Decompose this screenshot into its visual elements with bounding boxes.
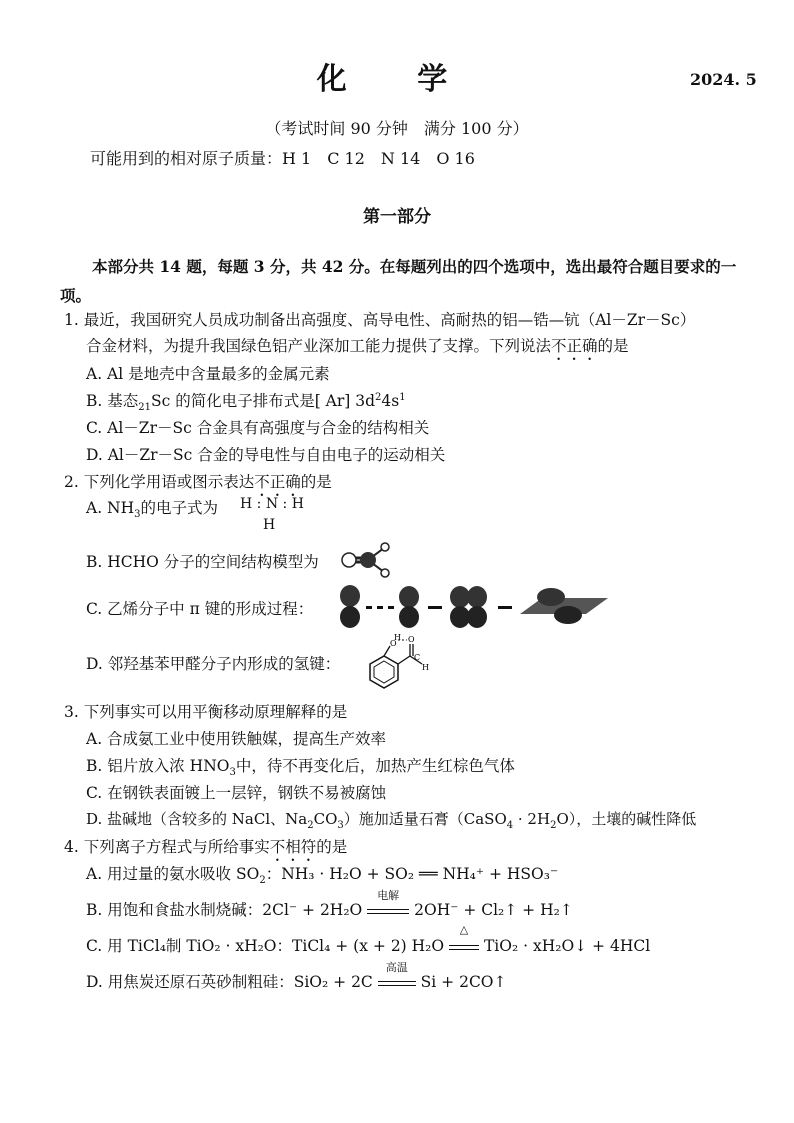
exam-date: 2024. 5: [690, 70, 757, 89]
q1-b-sup2: 1: [399, 391, 406, 403]
high-temp-condition: [378, 961, 416, 991]
atomic-masses: 可能用到的相对原子质量：H 1 C 12 N 14 O 16: [90, 149, 475, 168]
question-1-stem-line2: [86, 334, 629, 364]
q3-b-text2: 中，待不再变化后，加热产生红棕色气体: [235, 757, 515, 775]
nh3-electron-formula-h: H: [263, 517, 276, 533]
q4-c-text: C. 用 TiCl₄制 TiO₂ · xH₂O：TiCl₄ + (x + 2) H₂O: [86, 937, 445, 955]
question-1-stem-line1: 1. 最近，我国研究人员成功制备出高强度、高导电性、高耐热的铝—锆—钪（Al－Zr－Sc）: [64, 311, 696, 329]
q1-b-text: B. 基态: [86, 392, 139, 410]
q2-a-text: A. NH: [86, 499, 135, 517]
q1-option-b: [86, 389, 406, 413]
q4-option-b: [86, 889, 573, 920]
label-h1: H: [394, 633, 401, 642]
q1-stem-text: 合金材料，为提升我国绿色铝产业深加工能力提供了支撑。下列说法: [86, 337, 552, 355]
q4-d-products: Si + 2CO↑: [420, 973, 507, 991]
hcho-model-image: [340, 540, 396, 580]
label-h2: H: [422, 663, 429, 672]
q1-option-d: D. Al－Zr－Sc 合金的导电性与自由电子的运动相关: [86, 446, 446, 464]
heat-condition: [449, 923, 479, 955]
q2-stem-end: 的是: [300, 473, 332, 491]
q1-option-c: C. Al－Zr－Sc 合金具有高强度与合金的结构相关: [86, 419, 430, 437]
q2-stem-text: 2. 下列化学用语或图示表达: [64, 473, 255, 491]
question-3-stem: 3. 下列事实可以用平衡移动原理解释的是: [64, 703, 348, 721]
q3-option-b: [86, 754, 515, 778]
q3-d-sub3: 4: [506, 820, 514, 831]
label-c: C: [414, 653, 421, 662]
q2-stem-emphasis: 不正确: [254, 473, 301, 491]
q4-stem-end: 的是: [316, 838, 348, 856]
electrolysis-condition: [367, 889, 409, 919]
q4-option-c: [86, 923, 651, 956]
q1-b-4s: 4s: [381, 392, 400, 410]
q2-a-sub: 3: [134, 509, 141, 521]
o-hydroxybenzaldehyde-image: [364, 632, 434, 690]
q3-option-d: [86, 808, 696, 831]
q3-d-e: O），土壤的碱性降低: [556, 810, 697, 828]
q4-stem-text: 4. 下列离子方程式与所给事实: [64, 838, 270, 856]
q1-b-sub: 21: [138, 402, 151, 414]
q2-option-c: C. 乙烯分子中 π 键的形成过程：: [86, 600, 314, 618]
q4-c-products: TiO₂ · xH₂O↓ + 4HCl: [483, 937, 651, 955]
q3-b-text: B. 铝片放入浓 HNO: [86, 757, 230, 775]
part-title: 第一部分: [363, 207, 431, 227]
exam-info: （考试时间 90 分钟 满分 100 分）: [265, 119, 529, 138]
q3-d-sub1: 2: [307, 820, 314, 831]
label-o1: O: [390, 639, 397, 648]
q3-d-sub4: 2: [550, 820, 557, 831]
q3-option-c: C. 在钢铁表面镀上一层锌，钢铁不易被腐蚀: [86, 784, 387, 802]
q2-option-a: [86, 496, 218, 520]
q4-b-products: 2OH⁻ + Cl₂↑ + H₂↑: [414, 901, 573, 919]
exam-title: 化 学: [316, 62, 478, 97]
label-o2: O: [408, 635, 415, 644]
q1-b-config: Sc 的简化电子排布式是[ Ar] 3d: [150, 392, 376, 410]
q3-d-c: ）施加适量石膏（CaSO: [343, 810, 507, 828]
q2-option-d: D. 邻羟基苯甲醛分子内形成的氢键：: [86, 655, 341, 673]
q4-c-cond: △: [459, 923, 469, 936]
q4-d-text: D. 用焦炭还原石英砂制粗硅：SiO₂ + 2C: [86, 973, 373, 991]
q4-d-cond: 高温: [385, 961, 408, 974]
q1-option-a: A. Al 是地壳中含量最多的金属元素: [86, 365, 330, 383]
q3-d-sub2: 3: [337, 820, 344, 831]
q4-b-text: B. 用饱和食盐水制烧碱：2Cl⁻ + 2H₂O: [86, 901, 363, 919]
q2-option-b: B. HCHO 分子的空间结构模型为: [86, 553, 319, 571]
q4-b-cond: 电解: [377, 889, 400, 902]
q4-a-sub: 2: [259, 875, 266, 887]
q3-d-a: D. 盐碱地（含较多的 NaCl、Na: [86, 810, 308, 828]
q4-stem-emphasis: 不相符: [269, 838, 317, 856]
q3-d-d: · 2H: [513, 810, 551, 828]
q1-b-sup1: 2: [375, 391, 382, 403]
q1-stem-end: 的是: [597, 337, 629, 355]
nh3-electron-formula: H : N : H: [240, 496, 304, 512]
part-intro: 本部分共 14 题，每题 3 分，共 42 分。在每题列出的四个选项中，选出最符合题目要求的一项。: [60, 257, 737, 305]
ethylene-pi-bond-image: [336, 584, 612, 630]
q3-b-sub: 3: [229, 767, 236, 779]
q4-a-equation: ：NH₃ · H₂O + SO₂ ══ NH₄⁺ + HSO₃⁻: [265, 865, 559, 883]
q3-option-a: A. 合成氨工业中使用铁触媒，提高生产效率: [86, 730, 387, 748]
q2-a-text2: 的电子式为: [140, 499, 219, 517]
q1-stem-emphasis: 不正确: [551, 337, 598, 355]
q4-option-d: [86, 961, 507, 992]
question-4-stem: [64, 835, 347, 865]
q4-option-a: [86, 862, 558, 886]
q4-a-text: A. 用过量的氨水吸收 SO: [86, 865, 260, 883]
q3-d-b: CO: [313, 810, 338, 828]
